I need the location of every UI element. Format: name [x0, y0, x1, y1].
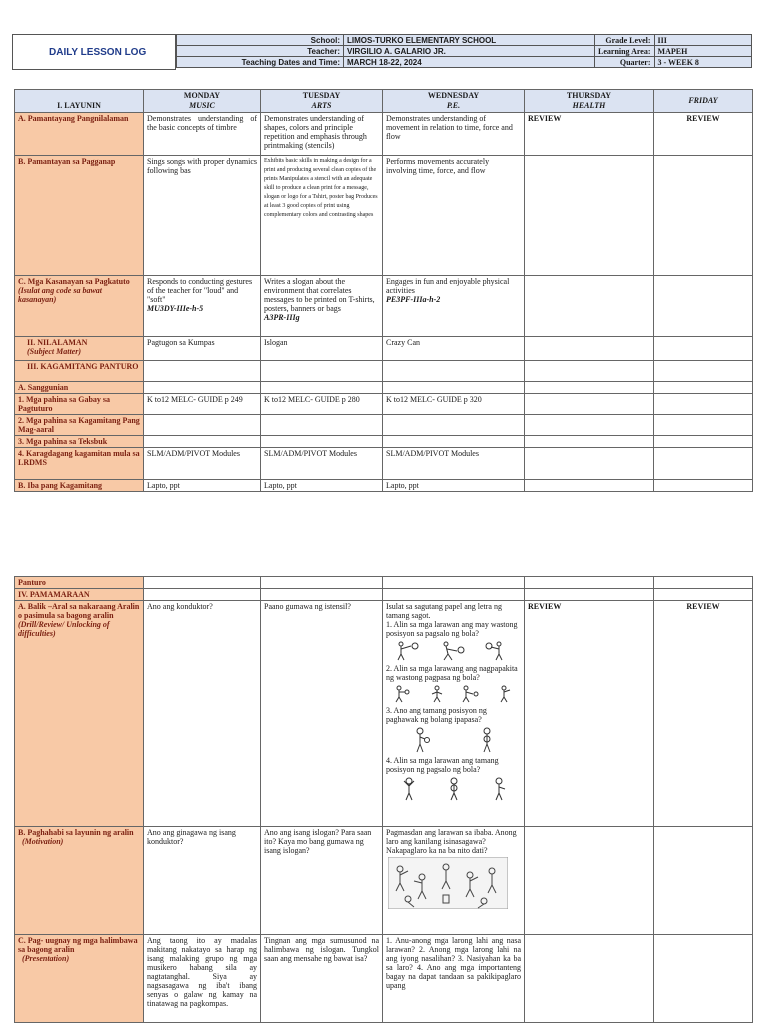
row-label-pag-uugnay: C. Pag- uugnay ng mga halimbawa sa bagong aralin (Presentation) — [15, 935, 144, 1023]
row-label-paghahabi: B. Paghahabi sa layunin ng aralin (Motivation) — [15, 827, 144, 935]
cell-iba-monday: Lapto, ppt — [144, 480, 261, 492]
row-label-balik-aral: A. Balik –Aral sa nakaraang Aralin o pasimula sa bagong aralin (Drill/Review/ Unlocking of difficulties) — [15, 601, 144, 827]
row-label-nilalaman: II. NILALAMAN (Subject Matter) — [15, 337, 144, 361]
cell-gabay-monday: K to12 MELC- GUIDE p 249 — [144, 394, 261, 415]
cell-gabay-tuesday: K to12 MELC- GUIDE p 280 — [261, 394, 383, 415]
dates-label: Teaching Dates and Time: — [177, 57, 344, 68]
cell-nilalaman-thursday — [525, 337, 654, 361]
cell-lrdms-wednesday: SLM/ADM/PIVOT Modules — [383, 448, 525, 480]
cell-paghahabi-tuesday: Ano ang isang islogan? Para saan ito? Kaya mo bang gumawa ng isang islogan? — [261, 827, 383, 935]
game-illustration — [388, 857, 508, 909]
cell-b-friday — [654, 156, 753, 276]
cell-nilalaman-friday — [654, 337, 753, 361]
cell-a-tuesday: Demonstrates understanding of shapes, colors and principle repetition and emphasis through printmaking (stencils) — [261, 113, 383, 156]
cell-pag-uugnay-wednesday: 1. Anu-anong mga larong lahi ang nasa larawan? 2. Anong mga larong lahi na ang iyong nasalihan? 3. Nasiyahan ka ba sa laro? 4. Ano ang mga importanteng bagay na dapat tandaan sa pakikipaglaro upang — [383, 935, 525, 1023]
catching-figures-4 — [386, 777, 521, 801]
row-label-pamantayang-pangnilalaman: A. Pamantayang Pangnilalaman — [15, 113, 144, 156]
row-label-lrdms: 4. Karagdagang kagamitan mula sa LRDMS — [15, 448, 144, 480]
area-value: MAPEH — [654, 46, 751, 57]
quarter-value: 3 - WEEK 8 — [654, 57, 751, 68]
quarter-label: Quarter: — [595, 57, 655, 68]
row-label-pamamaraan: IV. PAMAMARAAN — [15, 589, 144, 601]
cell-b-thursday — [525, 156, 654, 276]
lesson-table-page2 — [14, 576, 753, 1023]
cell-iba-tuesday: Lapto, ppt — [261, 480, 383, 492]
row-label-pamantayan-pagganap: B. Pamantayan sa Pagganap — [15, 156, 144, 276]
school-value: LIMOS-TURKO ELEMENTARY SCHOOL — [344, 35, 595, 46]
cell-lrdms-tuesday: SLM/ADM/PIVOT Modules — [261, 448, 383, 480]
cell-a-friday: REVIEW — [654, 113, 753, 156]
row-label-teksbuk: 3. Mga pahina sa Teksbuk — [15, 436, 144, 448]
cell-balik-monday: Ano ang konduktor? — [144, 601, 261, 827]
cell-b-tuesday: Exhibits basic skills in making a design for a print and producing several clean copies of the prints Manipulates a stencil with an adequate skill to produce a clean print for a message, slogan or logo for a Tshirt, poster bag Produces at least 3 good copies of print using complementary colors and contrasting shapes — [261, 156, 383, 276]
passing-figures-2 — [386, 685, 521, 703]
row-label-panturo-cont: Panturo — [15, 577, 144, 589]
cell-balik-friday: REVIEW — [654, 601, 753, 827]
cell-nilalaman-monday: Pagtugon sa Kumpas — [144, 337, 261, 361]
cell-c-monday: Responds to conducting gestures of the teacher for "loud" and "soft" MU3DY-IIIe-h-5 — [144, 276, 261, 337]
header-info-table — [176, 34, 752, 68]
cell-c-thursday — [525, 276, 654, 337]
day-friday: FRIDAY — [654, 90, 753, 113]
cell-gabay-wednesday: K to12 MELC- GUIDE p 320 — [383, 394, 525, 415]
teacher-label: Teacher: — [177, 46, 344, 57]
row-label-sanggunian: A. Sanggunian — [15, 382, 144, 394]
row-label-gabay: 1. Mga pahina sa Gabay sa Pagtuturo — [15, 394, 144, 415]
dates-value: MARCH 18-22, 2024 — [344, 57, 595, 68]
row-label-iba-pang-kagamitan: B. Iba pang Kagamitang — [15, 480, 144, 492]
catching-figures-1 — [386, 641, 521, 661]
cell-paghahabi-wednesday: Pagmasdan ang larawan sa ibaba. Anong laro ang kanilang isinasagawa? Nakapaglaro ka na ba nito dati? — [383, 827, 525, 935]
cell-b-monday: Sings songs with proper dynamics following bas — [144, 156, 261, 276]
holding-figures-3 — [386, 727, 521, 753]
cell-balik-tuesday: Paano gumawa ng istensil? — [261, 601, 383, 827]
row-label-kagamitang-mag-aaral: 2. Mga pahina sa Kagamitang Pang Mag-aaral — [15, 415, 144, 436]
layunin-heading: I. LAYUNIN — [15, 90, 144, 113]
day-tuesday: TUESDAY ARTS — [261, 90, 383, 113]
cell-balik-thursday: REVIEW — [525, 601, 654, 827]
lesson-table-page1 — [14, 89, 753, 492]
cell-c-friday — [654, 276, 753, 337]
grade-value: III — [654, 35, 751, 46]
cell-pag-uugnay-tuesday: Tingnan ang mga sumusunod na halimbawa ng islogan. Tungkol saan ang mensahe ng bawat isa? — [261, 935, 383, 1023]
grade-label: Grade Level: — [595, 35, 655, 46]
cell-nilalaman-tuesday: Islogan — [261, 337, 383, 361]
cell-b-wednesday: Performs movements accurately involving time, force, and flow — [383, 156, 525, 276]
day-monday: MONDAY MUSIC — [144, 90, 261, 113]
cell-paghahabi-monday: Ano ang ginagawa ng isang konduktor? — [144, 827, 261, 935]
cell-lrdms-monday: SLM/ADM/PIVOT Modules — [144, 448, 261, 480]
cell-pag-uugnay-monday: Ang taong ito ay madalas makitang nakatayo sa harap ng isang malaking grupo ng mga musikero habang sila ay nagtatanghal. Siya ay nagsasagawa ng iba't ibang senyas o galaw ng kamay na tinatawag na pagkompas. — [144, 935, 261, 1023]
area-label: Learning Area: — [595, 46, 655, 57]
cell-c-wednesday: Engages in fun and enjoyable physical activities PE3PF-IIIa-h-2 — [383, 276, 525, 337]
cell-balik-wednesday: Isulat sa sagutang papel ang letra ng tamang sagot. 1. Alin sa mga larawan ang may wastong posisyon sa pagsalo ng bola? 2. Alin sa mga larawang ang nagpapakita ng wastong pagpasa ng bola? 3. Ano ang tamang posisyon ng paghawak ng bolang ipapasa? 4. Alin sa mga larawan ang tamang posisyon ng pagsalo ng bola? — [383, 601, 525, 827]
cell-c-tuesday: Writes a slogan about the environment that correlates messages to be printed on T-shirts, posters, banners or bags A3PR-IIIg — [261, 276, 383, 337]
cell-a-thursday: REVIEW — [525, 113, 654, 156]
doc-title: DAILY LESSON LOG — [12, 34, 176, 70]
row-label-kagamitang-panturo: III. KAGAMITANG PANTURO — [15, 361, 144, 382]
cell-a-monday: Demonstrates understanding of the basic concepts of timbre — [144, 113, 261, 156]
teacher-value: VIRGILIO A. GALARIO JR. — [344, 46, 595, 57]
school-label: School: — [177, 35, 344, 46]
day-wednesday: WEDNESDAY P.E. — [383, 90, 525, 113]
row-label-kasanayan: C. Mga Kasanayan sa Pagkatuto (Isulat ang code sa bawat kasanayan) — [15, 276, 144, 337]
cell-iba-wednesday: Lapto, ppt — [383, 480, 525, 492]
cell-nilalaman-wednesday: Crazy Can — [383, 337, 525, 361]
day-thursday: THURSDAY HEALTH — [525, 90, 654, 113]
cell-a-wednesday: Demonstrates understanding of movement in relation to time, force and flow — [383, 113, 525, 156]
